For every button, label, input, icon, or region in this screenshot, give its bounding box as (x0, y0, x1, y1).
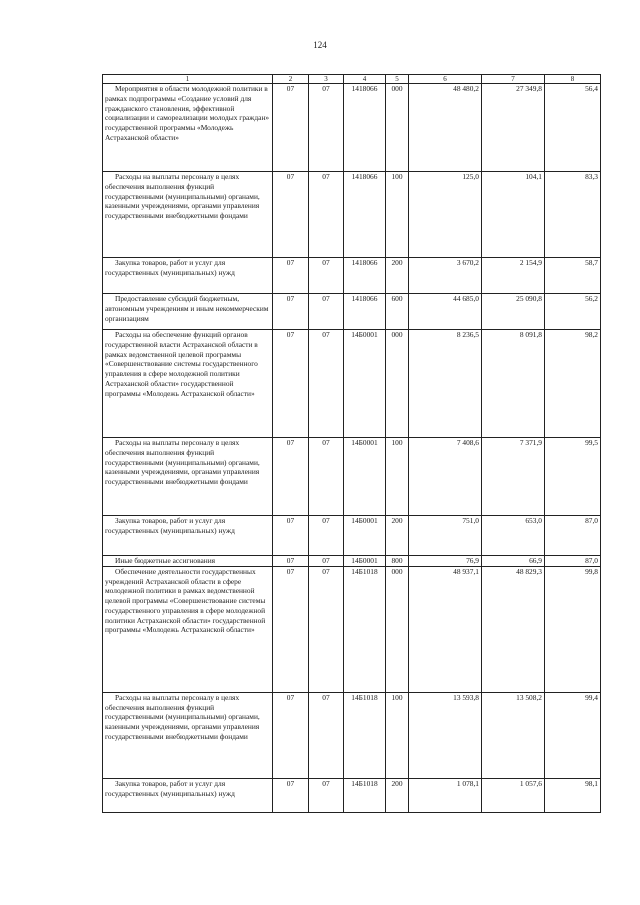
executed-amount-cell: 104,1 (482, 172, 545, 258)
target-article-cell: 1418066 (344, 294, 386, 330)
target-article-cell: 1418066 (344, 258, 386, 294)
subsection-cell: 07 (309, 556, 344, 567)
subsection-cell: 07 (309, 258, 344, 294)
planned-amount-cell: 7 408,6 (409, 438, 482, 516)
execution-percent-cell: 98,2 (545, 330, 601, 438)
section-cell: 07 (273, 258, 309, 294)
row-name-cell: Закупка товаров, работ и услуг для государственных (муниципальных) нужд (103, 258, 273, 294)
row-name-cell: Обеспечение деятельности государственных учреждений Астраханской области в сфере молодежной политики в рамках ведомственной целевой программы «Совершенствование системы государственного управления в сфере молодежной политики Астраханской области» государственной программы «Молодежь Астраханской области» (103, 566, 273, 692)
table-row (103, 258, 601, 294)
section-cell: 07 (273, 516, 309, 556)
column-header: 8 (545, 75, 601, 84)
executed-amount-cell: 25 090,8 (482, 294, 545, 330)
execution-percent-cell: 98,1 (545, 778, 601, 812)
column-header: 2 (273, 75, 309, 84)
subsection-cell: 07 (309, 172, 344, 258)
planned-amount-cell: 13 593,8 (409, 692, 482, 778)
row-name-cell: Иные бюджетные ассигнования (103, 556, 273, 567)
execution-percent-cell: 99,8 (545, 566, 601, 692)
target-article-cell: 14Б0001 (344, 330, 386, 438)
page-number: 124 (313, 40, 327, 50)
planned-amount-cell: 8 236,5 (409, 330, 482, 438)
target-article-cell: 14Б1018 (344, 778, 386, 812)
executed-amount-cell: 2 154,9 (482, 258, 545, 294)
section-cell: 07 (273, 556, 309, 567)
planned-amount-cell: 48 937,1 (409, 566, 482, 692)
row-name-cell: Расходы на выплаты персоналу в целях обеспечения выполнения функций государственными (муниципальными) органами, казенными учреждениями, органами управления государственными внебюджетными фондами (103, 172, 273, 258)
section-cell: 07 (273, 438, 309, 516)
section-cell: 07 (273, 692, 309, 778)
expense-type-cell: 600 (386, 294, 409, 330)
column-header: 7 (482, 75, 545, 84)
subsection-cell: 07 (309, 330, 344, 438)
expense-type-cell: 100 (386, 172, 409, 258)
table-row (103, 566, 601, 692)
header-row (103, 75, 601, 84)
executed-amount-cell: 1 057,6 (482, 778, 545, 812)
table-row (103, 172, 601, 258)
section-cell: 07 (273, 566, 309, 692)
column-header: 3 (309, 75, 344, 84)
execution-percent-cell: 87,0 (545, 516, 601, 556)
target-article-cell: 1418066 (344, 84, 386, 172)
executed-amount-cell: 653,0 (482, 516, 545, 556)
subsection-cell: 07 (309, 778, 344, 812)
section-cell: 07 (273, 172, 309, 258)
execution-percent-cell: 58,7 (545, 258, 601, 294)
expense-type-cell: 200 (386, 258, 409, 294)
expense-type-cell: 200 (386, 516, 409, 556)
execution-percent-cell: 87,0 (545, 556, 601, 567)
section-cell: 07 (273, 294, 309, 330)
table-row (103, 330, 601, 438)
execution-percent-cell: 56,4 (545, 84, 601, 172)
expense-type-cell: 200 (386, 778, 409, 812)
section-cell: 07 (273, 778, 309, 812)
execution-percent-cell: 99,4 (545, 692, 601, 778)
subsection-cell: 07 (309, 516, 344, 556)
subsection-cell: 07 (309, 692, 344, 778)
table-row (103, 294, 601, 330)
executed-amount-cell: 48 829,3 (482, 566, 545, 692)
section-cell: 07 (273, 330, 309, 438)
row-name-cell: Расходы на выплаты персоналу в целях обеспечения выполнения функций государственными (муниципальными) органами, казенными учреждениями, органами управления государственными внебюджетными фондами (103, 438, 273, 516)
target-article-cell: 14Б1018 (344, 566, 386, 692)
executed-amount-cell: 8 091,8 (482, 330, 545, 438)
planned-amount-cell: 76,9 (409, 556, 482, 567)
row-name-cell: Закупка товаров, работ и услуг для государственных (муниципальных) нужд (103, 516, 273, 556)
execution-percent-cell: 99,5 (545, 438, 601, 516)
row-name-cell: Мероприятия в области молодежной политики в рамках подпрограммы «Создание условий для гражданского становления, эффективной социализации и самореализации молодых граждан» государственной программы «Молодежь Астраханской области» (103, 84, 273, 172)
subsection-cell: 07 (309, 294, 344, 330)
column-header: 6 (409, 75, 482, 84)
planned-amount-cell: 1 078,1 (409, 778, 482, 812)
target-article-cell: 14Б0001 (344, 516, 386, 556)
planned-amount-cell: 48 480,2 (409, 84, 482, 172)
column-header: 1 (103, 75, 273, 84)
planned-amount-cell: 125,0 (409, 172, 482, 258)
target-article-cell: 14Б0001 (344, 556, 386, 567)
execution-percent-cell: 56,2 (545, 294, 601, 330)
execution-percent-cell: 83,3 (545, 172, 601, 258)
executed-amount-cell: 7 371,9 (482, 438, 545, 516)
expense-type-cell: 000 (386, 566, 409, 692)
expense-type-cell: 000 (386, 330, 409, 438)
executed-amount-cell: 27 349,8 (482, 84, 545, 172)
table-row (103, 778, 601, 812)
row-name-cell: Закупка товаров, работ и услуг для государственных (муниципальных) нужд (103, 778, 273, 812)
row-name-cell: Расходы на выплаты персоналу в целях обеспечения выполнения функций государственными (муниципальными) органами, казенными учреждениями, органами управления государственными внебюджетными фондами (103, 692, 273, 778)
subsection-cell: 07 (309, 438, 344, 516)
table-row (103, 692, 601, 778)
executed-amount-cell: 13 508,2 (482, 692, 545, 778)
column-header: 4 (344, 75, 386, 84)
expense-type-cell: 000 (386, 84, 409, 172)
target-article-cell: 14Б0001 (344, 438, 386, 516)
executed-amount-cell: 66,9 (482, 556, 545, 567)
subsection-cell: 07 (309, 566, 344, 692)
subsection-cell: 07 (309, 84, 344, 172)
column-header: 5 (386, 75, 409, 84)
expense-type-cell: 800 (386, 556, 409, 567)
planned-amount-cell: 44 685,0 (409, 294, 482, 330)
target-article-cell: 1418066 (344, 172, 386, 258)
table-row (103, 516, 601, 556)
row-name-cell: Расходы на обеспечение функций органов государственной власти Астраханской области в рамках ведомственной целевой программы «Совершенствование системы государственного управления в сфере молодежной политики Астраханской области» государственной программы «Молодежь Астраханской области» (103, 330, 273, 438)
expense-type-cell: 100 (386, 692, 409, 778)
table-row (103, 438, 601, 516)
budget-table (102, 74, 601, 813)
table-row (103, 84, 601, 172)
section-cell: 07 (273, 84, 309, 172)
row-name-cell: Предоставление субсидий бюджетным, автономным учреждениям и иным некоммерческим организациям (103, 294, 273, 330)
expense-type-cell: 100 (386, 438, 409, 516)
planned-amount-cell: 3 670,2 (409, 258, 482, 294)
planned-amount-cell: 751,0 (409, 516, 482, 556)
table-row (103, 556, 601, 567)
target-article-cell: 14Б1018 (344, 692, 386, 778)
